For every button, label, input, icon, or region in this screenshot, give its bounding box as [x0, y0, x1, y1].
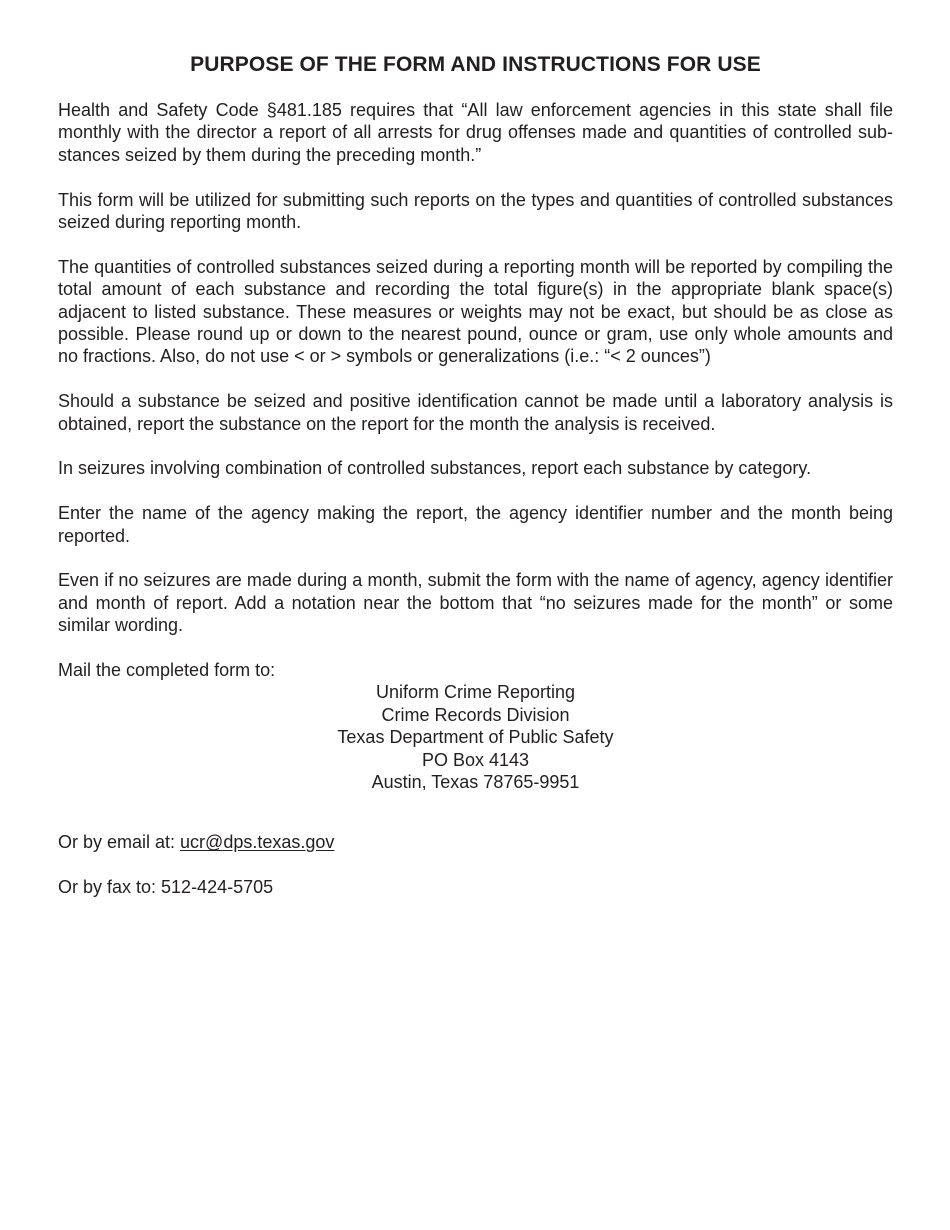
paragraph-lab-analysis: Should a substance be seized and positive identification cannot be made until a laboratory analysis is obtained, report the substance on the report for the month the analysis is received. [58, 391, 893, 434]
fax-line: Or by fax to: 512-424-5705 [58, 877, 274, 898]
mail-label: Mail the completed form to: [58, 660, 276, 681]
paragraph-quantities: The quantities of controlled substances seized during a reporting month will be reported by compiling the total amount of each substance and recording the total figure(s) in the appropriate blank space(s) adjacent to listed substance. These measures or weights may not be exact, but should be as close as possible. Please round up or down to the nearest pound, ounce or gram, use only whole amounts and no fractions. Also, do not use < or > symbols or generalizations (i.e.: “< 2 ounces”) [58, 256, 893, 367]
email-link[interactable]: ucr@dps.texas.gov [180, 832, 335, 853]
address-line: PO Box 4143 [421, 749, 530, 770]
page-title: PURPOSE OF THE FORM AND INSTRUCTIONS FOR USE [190, 53, 761, 76]
instructions-page [58, 52, 893, 921]
email-label: Or by email at: [58, 832, 181, 853]
paragraph-agency-name: Enter the name of the agency making the report, the agency identifier number and the month being reported. [58, 503, 893, 546]
paragraph-form-usage: This form will be utilized for submitting such reports on the types and quantities of controlled substances seized during reporting month. [58, 189, 893, 233]
address-line: Texas Department of Public Safety [337, 727, 614, 748]
mailing-address [58, 681, 893, 793]
address-line: Uniform Crime Reporting [375, 682, 576, 703]
address-line: Crime Records Division [381, 704, 570, 725]
address-line: Austin, Texas 78765-9951 [371, 772, 580, 793]
paragraph-health-safety-code: Health and Safety Code §481.185 requires that “All law enforcement agencies in this state shall file monthly with the director a report of all arrests for drug offenses made and quantities of controlled substances seized by them during the preceding month.” [58, 100, 893, 165]
email-line [58, 831, 893, 853]
spacer [58, 793, 893, 831]
paragraph-combination: In seizures involving combination of controlled substances, report each substance by category. [58, 458, 812, 479]
paragraph-no-seizures: Even if no seizures are made during a month, submit the form with the name of agency, agency identifier and month of report. Add a notation near the bottom that “no seizures made for the month” or some similar wording. [58, 570, 893, 636]
